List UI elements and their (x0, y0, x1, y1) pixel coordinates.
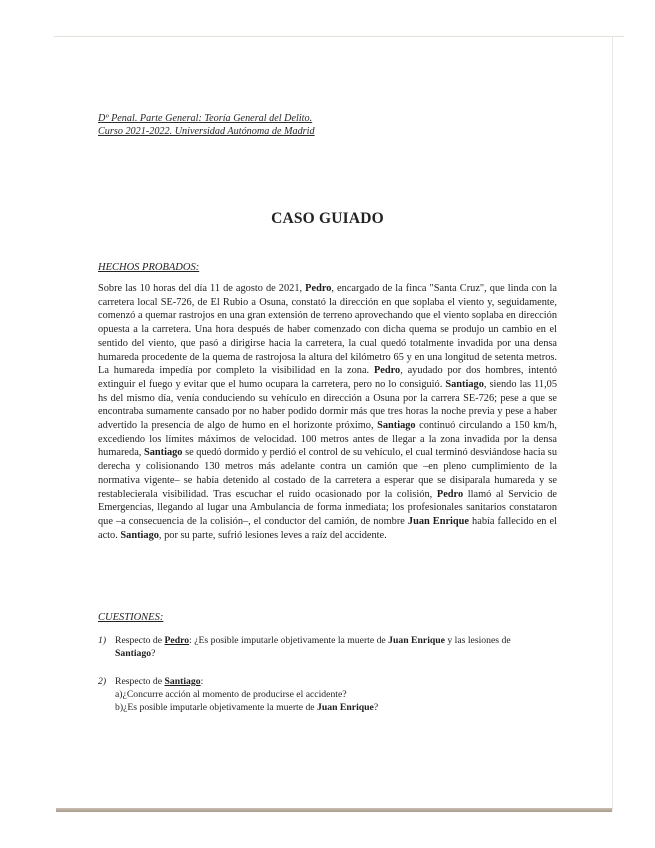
name-santiago: Santiago (120, 529, 159, 541)
question-text: b)¿Es posible imputarle objetivamente la muerte de (115, 702, 318, 713)
name-pedro: Pedro (373, 365, 401, 377)
subquestion-a: a)¿Concurre acción al momento de producirse el accidente? (115, 689, 347, 700)
name-santiago: Santiago (377, 420, 416, 432)
hechos-text: había fallecido en el acto. (98, 515, 557, 541)
question-number: 2) (98, 676, 107, 687)
subquestion-b (98, 701, 568, 714)
question-number: 1) (98, 635, 107, 646)
question-text: ? (373, 702, 379, 713)
hechos-text: continuó circulando a 150 km/h, excediendo los límites máximos de velocidad. 100 metros antes de llegar a la zona invadida por la densa humareda, (98, 420, 557, 459)
sheet-edge-bottom (56, 808, 612, 812)
name-juan-enrique: Juan Enrique (317, 702, 374, 713)
document-title: CASO GUIADO (271, 210, 384, 227)
hechos-text: , ayudado por dos hombres, intentó extinguir el fuego y evitar que el humo ocupara la carretera, pero no lo consiguió. (98, 365, 557, 390)
question-2 (98, 675, 568, 714)
name-santiago: Santiago (115, 648, 152, 659)
hechos-text: se quedó dormido y perdió el control de su vehículo, el cual terminó desviándose hacia su derecha y colisionando 130 metros más adelante contra un camión que –en pleno cumplimiento de la normativa vigente– se había detenido al costado de la carretera a esperar que se disiparala humareda y se restablecierala visibilidad. Tras escuchar el ruido ocasionado por la colisión, (98, 447, 557, 500)
name-pedro: Pedro (305, 283, 332, 294)
name-santiago: Santiago (143, 447, 183, 459)
hechos-text: , por su parte, sufrió lesiones leves a raíz del accidente. (158, 529, 387, 541)
question-text: ? (151, 648, 156, 659)
hechos-text: Sobre las 10 horas del día 11 de agosto de 2021, (98, 283, 306, 294)
course-header (98, 112, 315, 138)
question-text: y las lesiones de (444, 635, 511, 646)
course-header-line1: Dº Penal. Parte General: Teoría General del Delito. (98, 113, 313, 124)
question-1 (98, 634, 568, 660)
question-text: Respecto de (115, 635, 165, 646)
name-santiago: Santiago (445, 378, 484, 390)
name-pedro: Pedro (164, 635, 190, 646)
cuestiones-heading: CUESTIONES: (98, 612, 164, 623)
name-santiago: Santiago (164, 676, 201, 687)
hechos-heading: HECHOS PROBADOS: (98, 262, 200, 273)
hechos-paragraph (98, 282, 557, 542)
hechos-text: , encargado de la finca "Santa Cruz", que linda con la carretera local SE-726, de El Rubio a Osuna, constató la dirección en que soplaba el viento y, seguidamente, comenzó a quemar rastrojos en una gran extensión de terreno aprovechando que el viento soplaba en dirección opuesta a la carretera. Una hora después de haber comenzado con dicha quema se produjo un cambio en el sentido del viento, que pasó a dirigirse hacia la carretera, la cual quedó totalmente invadida por una densa humareda procedente de la quema de rastrojosa la altura del kilómetro 65 y en una longitud de setenta metros. La humareda impedía por completo la visibilidad en la zona. (98, 283, 558, 377)
name-juan-enrique: Juan Enrique (407, 515, 470, 527)
name-pedro: Pedro (436, 488, 464, 500)
sheet-edge-right (612, 36, 613, 811)
hechos-text: llamó al Servicio de Emergencias, llegando al lugar una Ambulancia de forma inmediata; los profesionales sanitarios constataron que –a consecuencia de la colisión–, el conductor del camión, de nombre (98, 488, 557, 527)
course-header-line2: Curso 2021-2022. Universidad Autónoma de Madrid (98, 126, 315, 137)
sheet-edge-top (54, 36, 624, 37)
question-text: Respecto de (115, 676, 165, 687)
hechos-text: , siendo las 11,05 hs del mismo día, venía conduciendo su vehículo en dirección a Osuna por la carrera SE-726; pese a que se encontraba sumamente cansado por no haber podido dormir más que tres horas la noche previa y pese a haber advertido la presencia de algo de humo en el horizonte próximo, (98, 378, 558, 432)
name-juan-enrique: Juan Enrique (388, 635, 445, 646)
question-text: : ¿Es posible imputarle objetivamente la muerte de (189, 635, 389, 646)
question-text: : (200, 676, 204, 687)
